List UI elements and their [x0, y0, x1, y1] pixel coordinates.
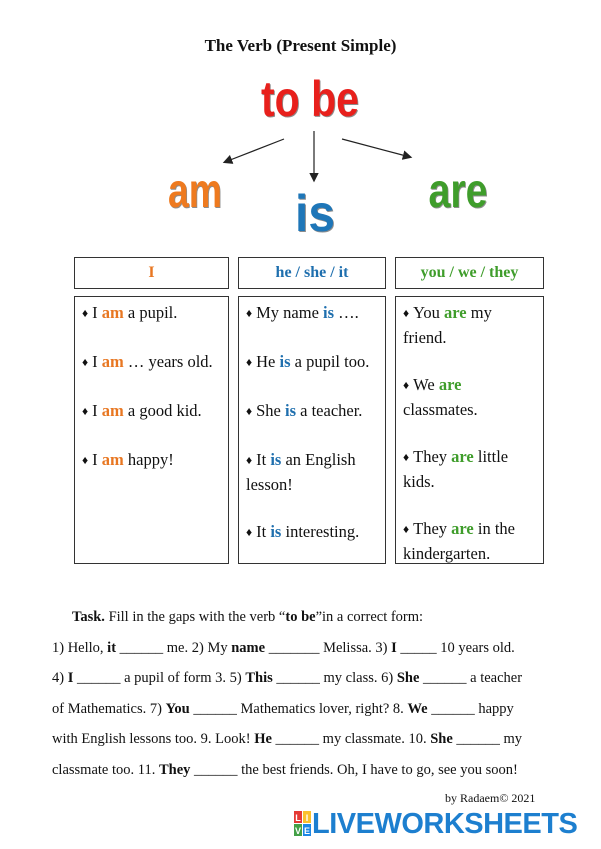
- column-is: [238, 296, 386, 564]
- task-lines: [52, 633, 552, 786]
- example-are-1: ♦ You are my friend.: [403, 303, 492, 347]
- example-are-4: ♦ They are in the kindergarten.: [403, 519, 516, 563]
- logo-badge-letter: I: [305, 813, 309, 823]
- header-you-we-they: you / we / they: [395, 257, 544, 289]
- example-am-1: ♦ I am a pupil.: [82, 303, 178, 322]
- example-is-4: ♦ It is an English lesson!: [246, 450, 356, 494]
- arrow-to-are: [342, 139, 410, 157]
- liveworksheets-logo: [294, 807, 578, 840]
- example-am-2: ♦ I am … years old.: [82, 352, 213, 371]
- task-line-2: 4) I ______ a pupil of form 3. 5) This ______ my class. 6) She ______ a teacher: [52, 670, 523, 686]
- example-am-3: ♦ I am a good kid.: [82, 401, 202, 420]
- logo-badge-letter: V: [294, 826, 302, 836]
- logo-badge-icon: [294, 811, 312, 837]
- task-line-5: classmate too. 11. They ______ the best friends. Oh, I have to go, see you soon!: [52, 761, 518, 778]
- form-is: is: [295, 185, 335, 243]
- arrow-to-am: [225, 139, 284, 162]
- task-instruction: Task. Fill in the gaps with the verb “to be”in a correct form:: [72, 609, 424, 625]
- example-are-3: ♦ They are little kids.: [403, 447, 509, 491]
- example-is-1: ♦ My name is ….: [246, 303, 359, 322]
- logo-badge-letter: L: [295, 813, 301, 823]
- example-are-2: ♦ We are classmates.: [403, 375, 478, 419]
- task-line-1: 1) Hello, it ______ me. 2) My name _______ Melissa. 3) I _____ 10 years old.: [52, 639, 515, 656]
- logo-badge-letter: E: [303, 826, 311, 836]
- example-is-2: ♦ He is a pupil too.: [246, 352, 370, 371]
- task-line-3: of Mathematics. 7) You ______ Mathematics lover, right? 8. We ______ happy: [52, 700, 514, 717]
- credit-text: by Radaem© 2021: [445, 791, 536, 805]
- main-word-to-be: to be: [261, 71, 359, 127]
- form-are: are: [428, 165, 488, 218]
- example-am-4: ♦ I am happy!: [82, 450, 174, 469]
- header-he-she-it: he / she / it: [238, 257, 386, 289]
- example-is-3: ♦ She is a teacher.: [246, 401, 363, 420]
- example-is-5: ♦ It is interesting.: [246, 522, 360, 541]
- column-am: [74, 296, 229, 564]
- task-section: [52, 602, 552, 785]
- page-title: The Verb (Present Simple): [204, 36, 397, 55]
- header-i: I: [74, 257, 229, 289]
- task-line-4: with English lessons too. 9. Look! He ______ my classmate. 10. She ______ my: [52, 731, 523, 747]
- column-are: [395, 296, 544, 564]
- logo-text: LIVEWORKSHEETS: [312, 807, 578, 840]
- form-am: am: [167, 165, 223, 218]
